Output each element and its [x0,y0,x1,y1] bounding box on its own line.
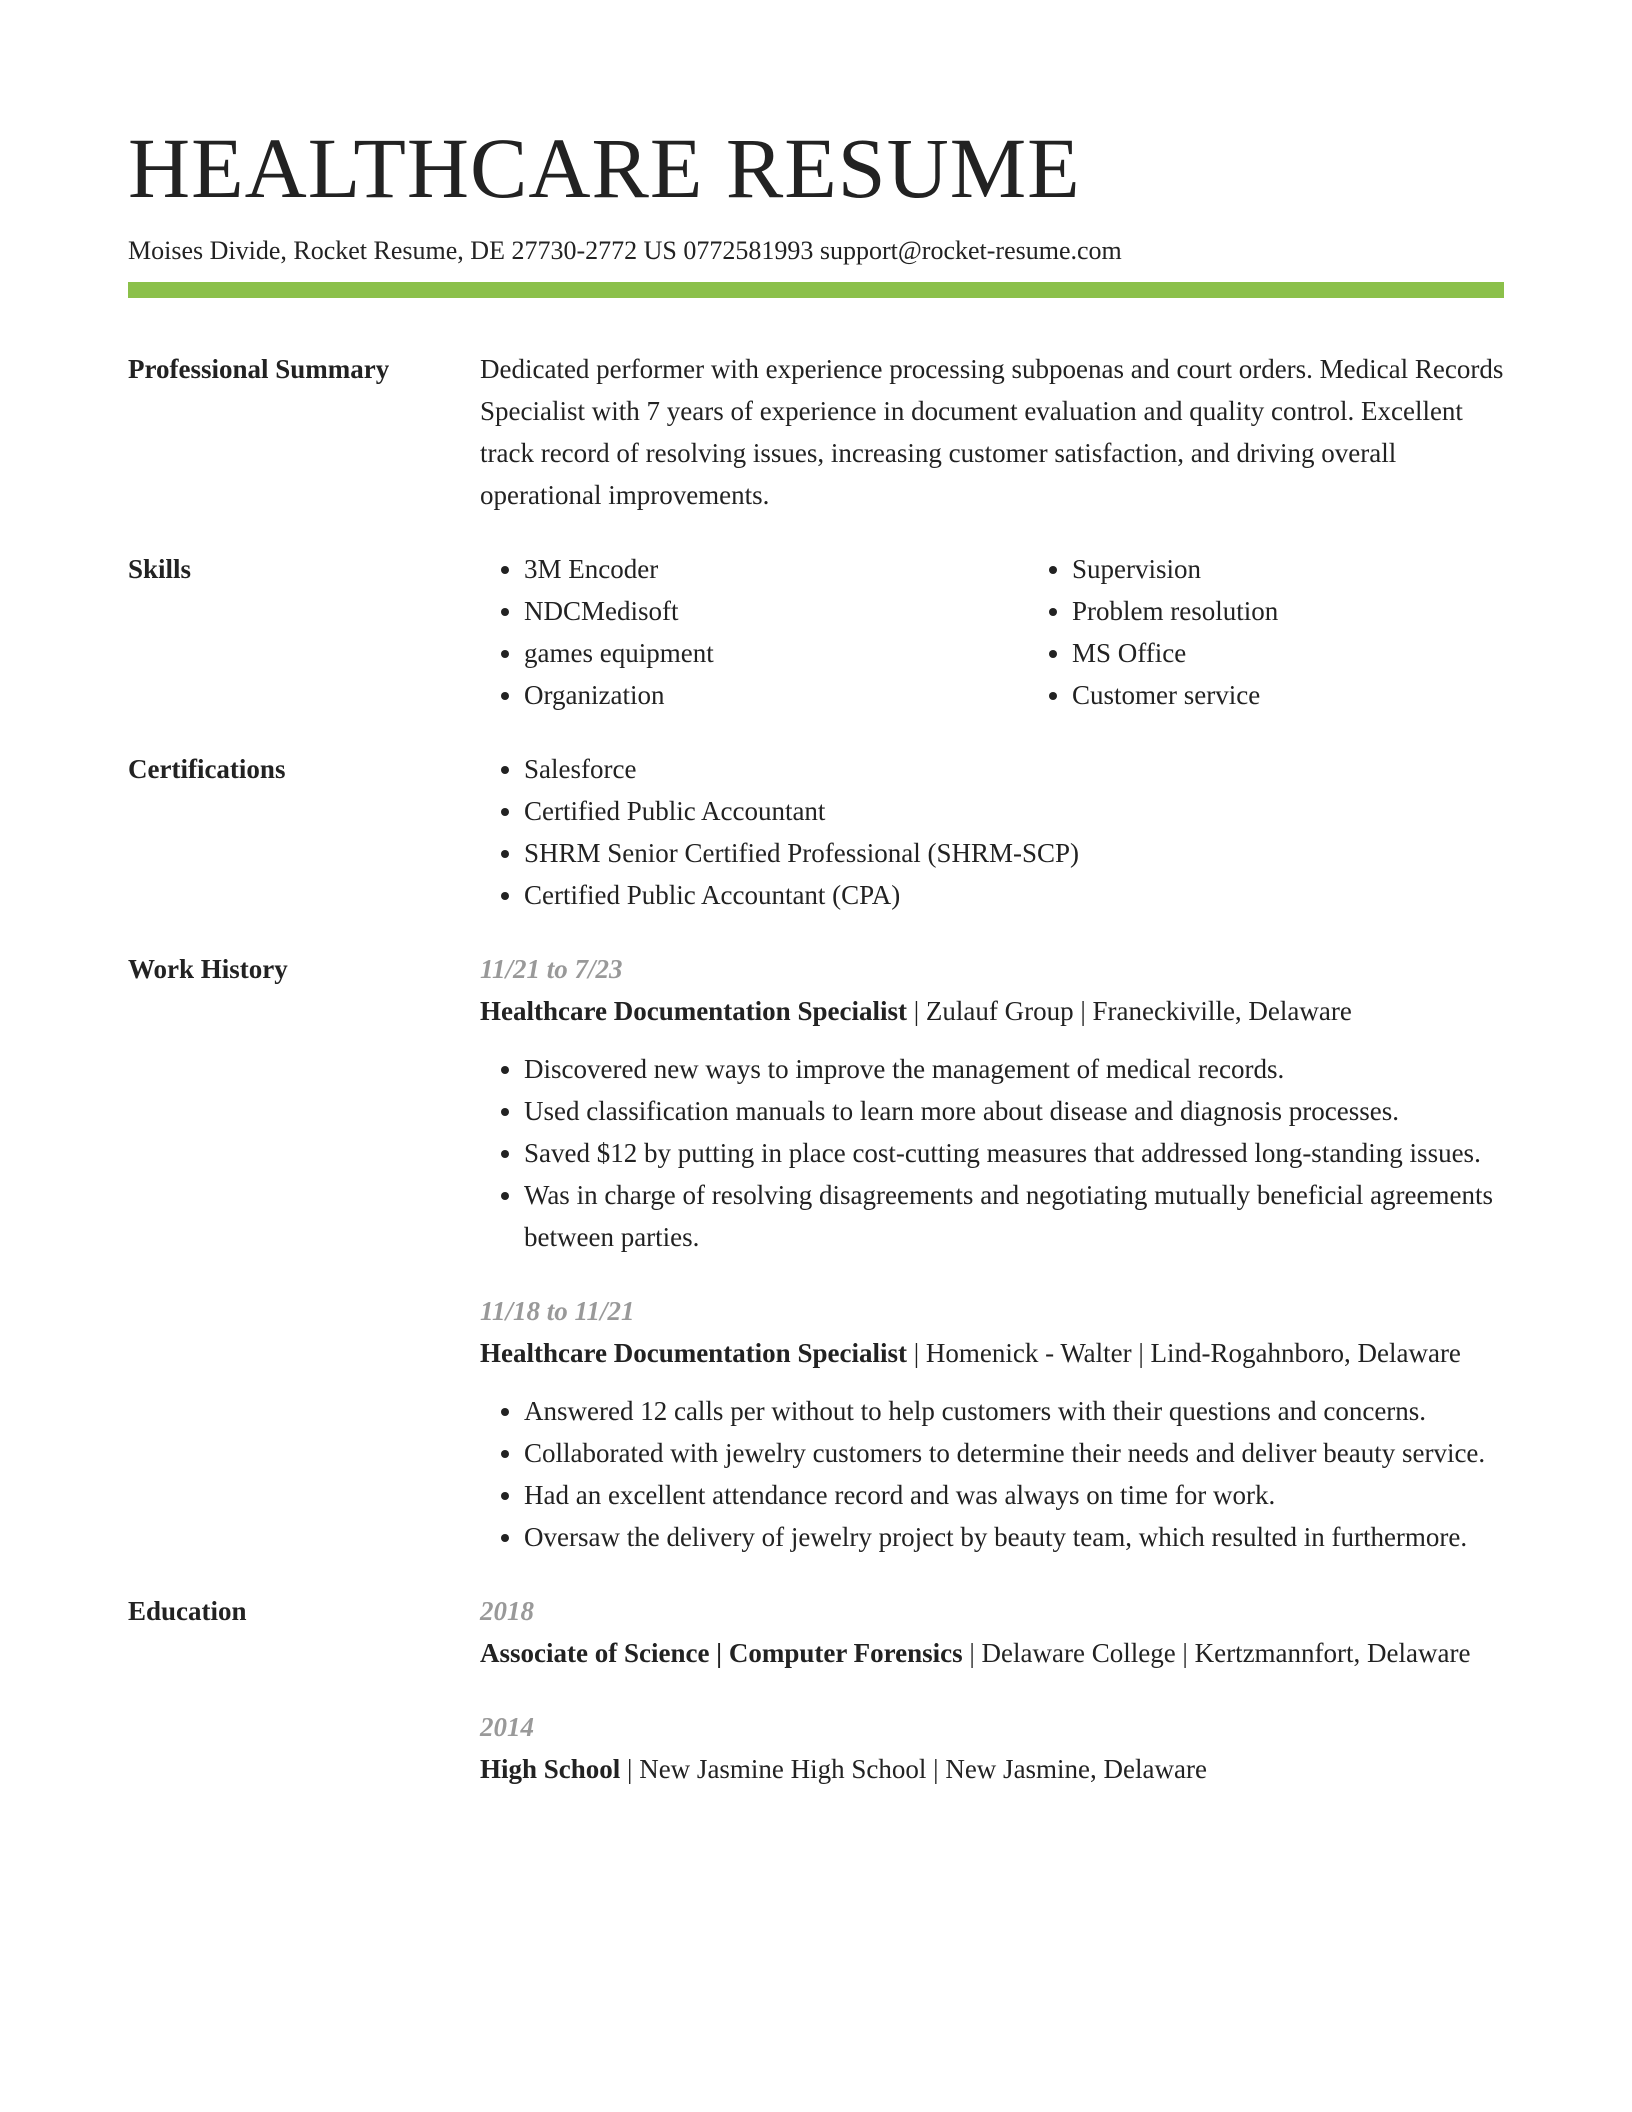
education-degree: High School [480,1754,621,1784]
education-heading [480,1632,1504,1674]
job-dates: 11/21 to 7/23 [480,954,623,984]
section-label-work-history: Work History [128,954,288,984]
resume-title: HEALTHCARE RESUME [128,120,1081,216]
job-bullet: • Oversaw the delivery of jewelry project by beauty team, which resulted in furthermore. [524,1516,1504,1558]
skill-item: • MS Office [1072,632,1576,674]
job-bullet: • Had an excellent attendance record and was always on time for work. [524,1474,1504,1516]
certification-item: • Certified Public Accountant (CPA) [524,874,1504,916]
job-entry [480,948,1504,1258]
job-bullets [480,1390,1504,1558]
job-entry [480,1290,1504,1558]
section-label-skills: Skills [128,554,192,584]
job-heading [480,1332,1504,1374]
education-body [480,1590,1504,1790]
job-employer-location: | Zulauf Group | Franeckiville, Delaware [906,996,1352,1026]
skill-item: • Customer service [1072,674,1576,716]
job-bullet: • Used classification manuals to learn more about disease and diagnosis processes. [524,1090,1504,1132]
job-title: Healthcare Documentation Specialist [480,996,907,1026]
job-bullet: • Collaborated with jewelry customers to determine their needs and deliver beauty service. [524,1432,1504,1474]
skills-list-right [1028,548,1576,716]
skill-item: • NDCMedisoft [524,590,1028,632]
certifications-list [480,748,1504,916]
job-dates: 11/18 to 11/21 [480,1296,635,1326]
certifications-body [480,748,1504,916]
summary-text: Dedicated performer with experience processing subpoenas and court orders. Medical Records Specialist with 7 years of experience in document evaluation and quality control. Excellent track record of resolving issues, increasing customer satisfaction, and driving overall operational improvements. [480,354,1504,510]
skill-item: • Supervision [1072,548,1576,590]
job-bullet: • Discovered new ways to improve the management of medical records. [524,1048,1504,1090]
section-label-education: Education [128,1596,247,1626]
skill-item: • 3M Encoder [524,548,1028,590]
certification-item: • SHRM Senior Certified Professional (SHRM-SCP) [524,832,1504,874]
skills-section [128,548,1504,716]
section-label-certifications: Certifications [128,754,286,784]
education-section [128,1590,1504,1790]
education-heading [480,1748,1504,1790]
education-school-location: | New Jasmine High School | New Jasmine, Delaware [620,1754,1207,1784]
skills-list-left [480,548,1028,716]
job-title: Healthcare Documentation Specialist [480,1338,907,1368]
resume-page [128,118,1504,1790]
education-entry [480,1590,1504,1674]
education-degree: Associate of Science | Computer Forensics [480,1638,963,1668]
contact-line: Moises Divide, Rocket Resume, DE 27730-2772 US 0772581993 support@rocket-resume.com [128,236,1122,265]
job-heading [480,990,1504,1032]
job-bullet: • Was in charge of resolving disagreements and negotiating mutually beneficial agreements between parties. [524,1174,1504,1258]
education-entry [480,1706,1504,1790]
certification-item: • Salesforce [524,748,1504,790]
education-year: 2018 [480,1596,534,1626]
job-bullet: • Answered 12 calls per without to help customers with their questions and concerns. [524,1390,1504,1432]
skill-item: • Organization [524,674,1028,716]
job-bullets [480,1048,1504,1258]
work-history-section [128,948,1504,1558]
skill-item: • games equipment [524,632,1028,674]
certification-item: • Certified Public Accountant [524,790,1504,832]
accent-divider [128,282,1504,298]
summary-section [128,348,1504,516]
education-year: 2014 [480,1712,534,1742]
skills-columns [480,548,1576,716]
job-bullet: • Saved $12 by putting in place cost-cutting measures that addressed long-standing issues. [524,1132,1504,1174]
work-history-body [480,948,1504,1558]
certifications-section [128,748,1504,916]
education-school-location: | Delaware College | Kertzmannfort, Delaware [962,1638,1471,1668]
section-label-summary: Professional Summary [128,354,390,384]
job-employer-location: | Homenick - Walter | Lind-Rogahnboro, Delaware [906,1338,1461,1368]
skill-item: • Problem resolution [1072,590,1576,632]
